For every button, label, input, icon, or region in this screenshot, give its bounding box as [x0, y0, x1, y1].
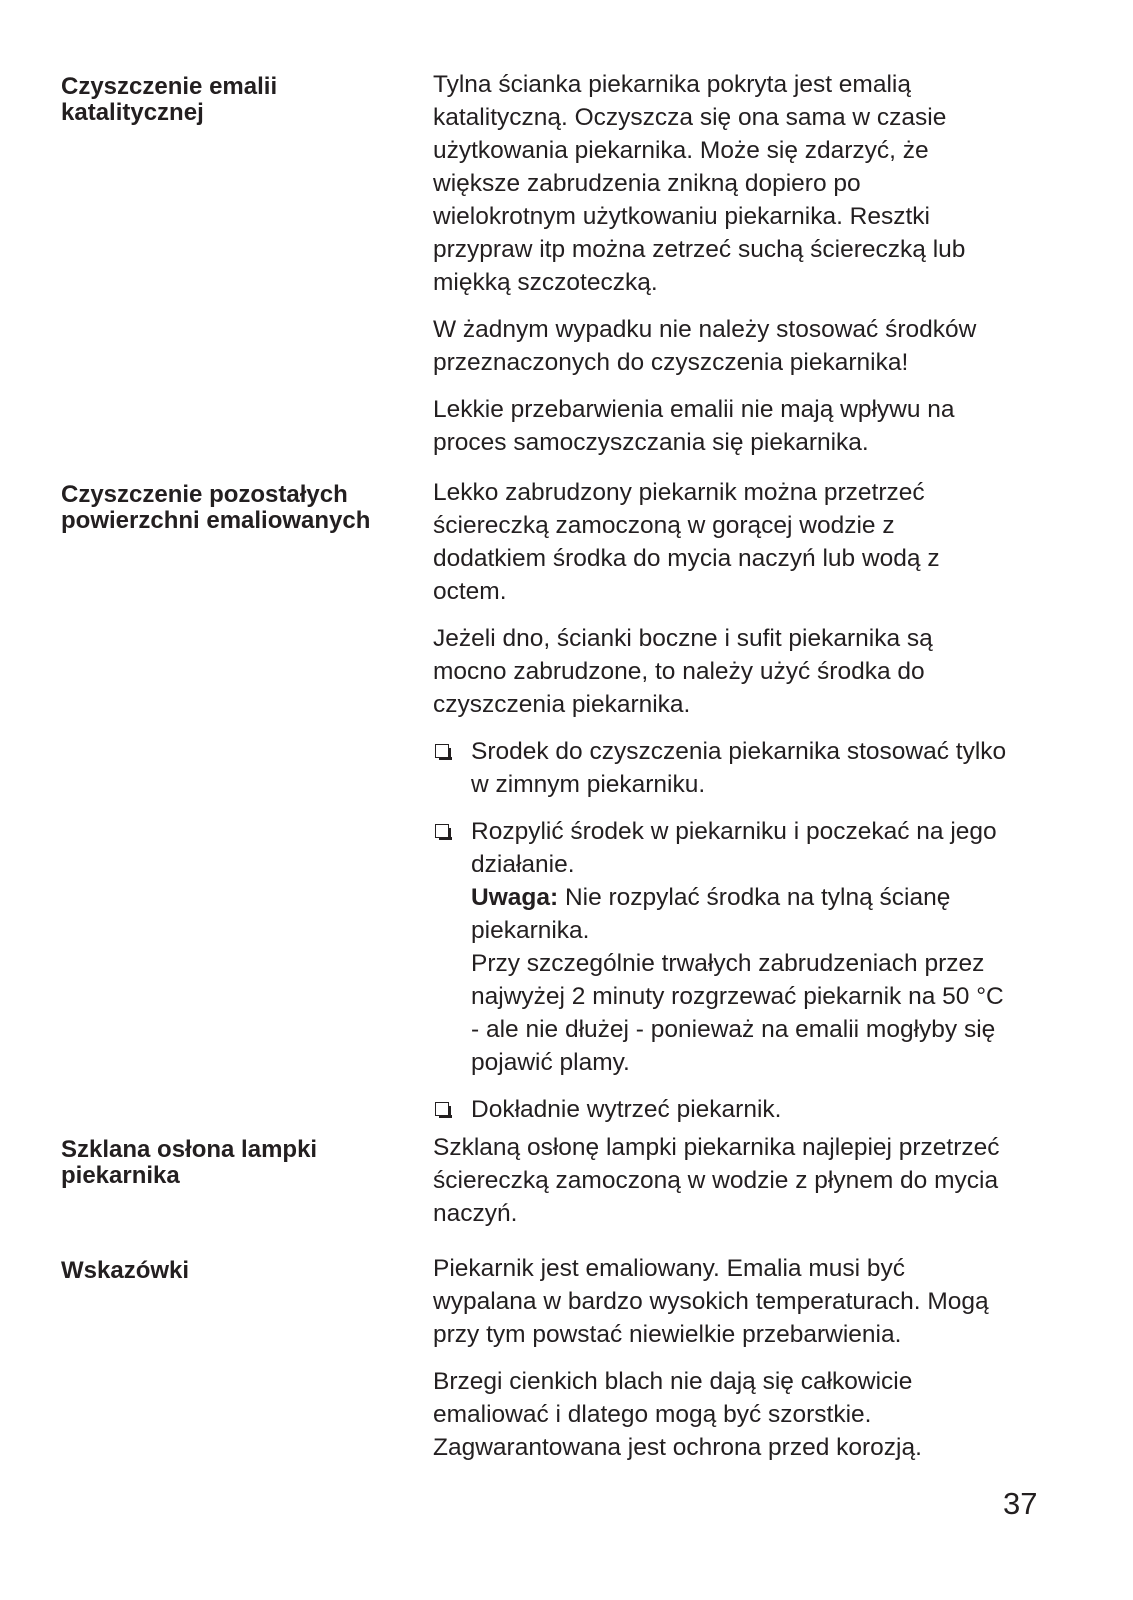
section-body: [433, 1131, 1073, 1244]
section-body: [433, 476, 1073, 1140]
checkbox-bullet-icon: [435, 824, 449, 838]
checkbox-bullet-icon: [435, 1102, 449, 1116]
note: [471, 881, 1073, 947]
list-item-text: Dokładnie wytrzeć piekarnik.: [471, 1096, 782, 1123]
list-item-text: Rozpylić środek w piekarniku i poczekać na jego działanie.: [471, 818, 997, 878]
paragraph: Lekko zabrudzony piekarnik można przetrzeć ściereczką zamoczoną w gorącej wodzie z dodatkiem środka do mycia naczyń lub wodą z octem.: [433, 479, 940, 605]
paragraph: Szklaną osłonę lampki piekarnika najlepiej przetrzeć ściereczką zamoczoną w wodzie z płynem do mycia naczyń.: [433, 1134, 1000, 1227]
page-number: 37: [1003, 1486, 1038, 1521]
paragraph: Lekkie przebarwienia emalii nie mają wpływu na proces samoczyszczania się piekarnika.: [433, 396, 955, 456]
section-heading: Wskazówki: [61, 1257, 190, 1284]
section-heading: Czyszczenie pozostałych powierzchni emaliowanych: [61, 481, 371, 534]
checkbox-bullet-icon: [435, 744, 449, 758]
list-item: [433, 735, 1073, 801]
list-item: [433, 815, 1073, 1079]
list-item-text: Srodek do czyszczenia piekarnika stosować tylko w zimnym piekarniku.: [471, 738, 1007, 798]
note-label: Uwaga:: [471, 884, 559, 911]
section-heading: Czyszczenie emalii katalitycznej: [61, 73, 278, 126]
paragraph: Tylna ścianka piekarnika pokryta jest emalią katalityczną. Oczyszcza się ona sama w czasie użytkowania piekarnika. Może się zdarzyć, że większe zabrudzenia znikną dopiero po wielokrotnym użytkowaniu piekarnika. Resztki przypraw itp można zetrzeć suchą ściereczką lub miękką szczoteczką.: [433, 71, 966, 296]
section-body: [433, 1252, 1073, 1478]
note-text: Nie rozpylać środka na tylną ścianę piekarnika.: [471, 884, 951, 944]
list-item: [433, 1093, 1073, 1126]
paragraph: Brzegi cienkich blach nie dają się całkowicie emaliować i dlatego mogą być szorstkie. Zagwarantowana jest ochrona przed korozją.: [433, 1368, 922, 1461]
paragraph: Jeżeli dno, ścianki boczne i sufit piekarnika są mocno zabrudzone, to należy użyć środka do czyszczenia piekarnika.: [433, 625, 933, 718]
paragraph: Piekarnik jest emaliowany. Emalia musi być wypalana w bardzo wysokich temperaturach. Mogą przy tym powstać niewielkie przebarwienia.: [433, 1255, 989, 1348]
paragraph: W żadnym wypadku nie należy stosować środków przeznaczonych do czyszczenia piekarnika!: [433, 316, 977, 376]
section-body: [433, 68, 1073, 473]
section-heading: Szklana osłona lampki piekarnika: [61, 1136, 318, 1189]
list-item-extra: Przy szczególnie trwałych zabrudzeniach przez najwyżej 2 minuty rozgrzewać piekarnik na 50 °C - ale nie dłużej - ponieważ na emalii mogłyby się pojawić plamy.: [471, 950, 1004, 1076]
